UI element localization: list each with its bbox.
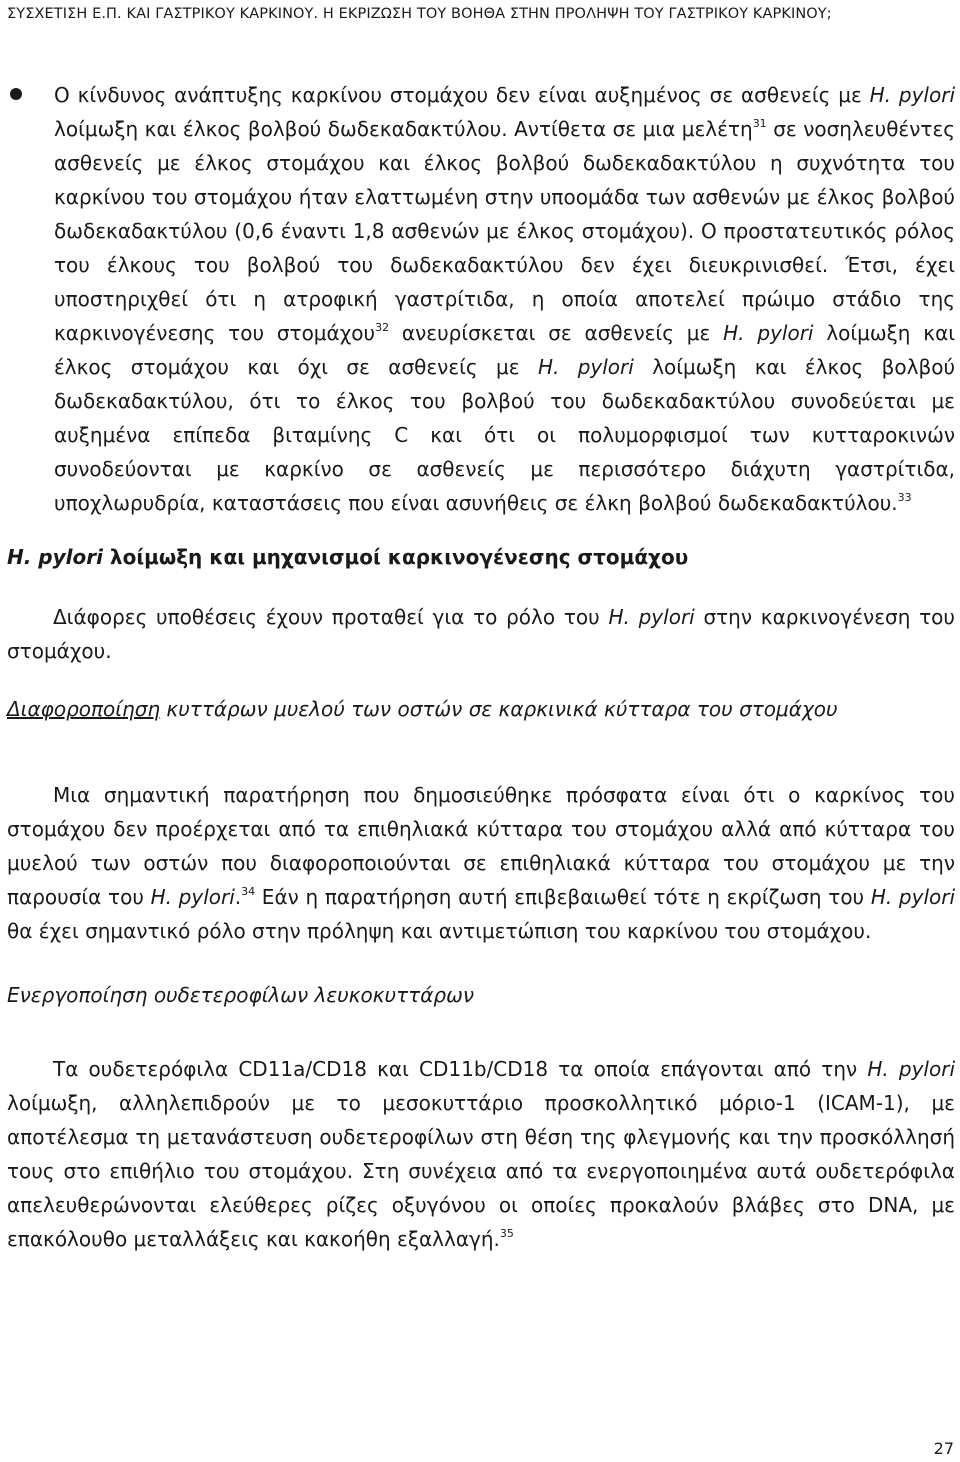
bullet-item [7, 78, 955, 520]
text-run: λοίμωξη και έλκος στομάχου και όχι σε ασθενείς με [54, 321, 956, 379]
bone-marrow-paragraph [7, 778, 955, 948]
text-run: Διάφορες υποθέσεις έχουν προταθεί για το ρόλο του [53, 605, 609, 629]
text-run: λοίμωξη και έλκος βολβού δωδεκαδακτύλου, ότι το έλκος του βολβού του δωδεκαδακτύλου συνοδεύεται με αυξημένα επίπεδα βιταμίνης C και ότι οι πολυμορφισμοί των κυτταροκινών συνοδεύονται με καρκίνο σε ασθενείς με περισσότερο διάχυτη γαστρίτιδα, υποχλωρυδρία, καταστάσεις που είναι ασυνήθεις σε έλκη βολβού δωδεκαδακτύλου. [54, 355, 956, 515]
heading-text: κυττάρων μυελού των οστών σε καρκινικά κύτταρα του στομάχου [160, 697, 838, 721]
text-run: λοίμωξη και έλκος βολβού δωδεκαδακτύλου. Αντίθετα σε μια μελέτη [54, 117, 753, 141]
running-header: ΣΥΣΧΕΤΙΣΗ Ε.Π. ΚΑΙ ΓΑΣΤΡΙΚΟΥ ΚΑΡΚΙΝΟΥ. Η ΕΚΡΙΖΩΣΗ ΤΟΥ ΒΟΗΘΑ ΣΤΗΝ ΠΡΟΛΗΨΗ ΤΟΥ ΓΑΣΤΡΙΚΟΥ ΚΑΡΚΙΝΟΥ; [7, 6, 832, 22]
reference-number: 33 [897, 491, 912, 504]
text-run: σε νοσηλευθέντες ασθενείς με έλκος στομάχου και έλκος βολβού δωδεκαδακτύλου η συχνότητα του καρκίνου του στομάχου ήταν ελαττωμένη στην υποομάδα των ασθενών με έλκος βολβού δωδεκαδακτύλου (0,6 έναντι 1,8 ασθενών με έλκος στομάχου). Ο προστατευτικός ρόλος του έλκους του βολβού του δωδεκαδακτύλου δεν έχει διευκρινισθεί. Έτσι, έχει υποστηριχθεί ότι η ατροφική γαστρίτιδα, η οποία αποτελεί πρώιμο στάδιο της καρκινογένεσης του στομάχου [54, 117, 956, 345]
species-name: Η. pylori [867, 1057, 956, 1081]
text-run: . [234, 885, 242, 909]
text-run: ανευρίσκεται σε ασθενείς με [389, 321, 724, 345]
species-name: Η. pylori [869, 83, 955, 107]
heading-text: λοίμωξη και μηχανισμοί καρκινογένεσης στομάχου [102, 545, 689, 569]
section-heading [7, 540, 955, 574]
text-run: στην καρκινογένεση του στομάχου. [7, 605, 955, 663]
text-run: θα έχει σημαντικό ρόλο στην πρόληψη και αντιμετώπιση του καρκίνου του στομάχου. [7, 919, 872, 943]
page-body [7, 78, 955, 1256]
text-run: Εάν η παρατήρηση αυτή επιβεβαιωθεί τότε η εκρίζωση του [255, 885, 871, 909]
reference-number: 31 [752, 117, 767, 130]
text-run: λοίμωξη, αλληλεπιδρούν με το μεσοκυττάριο προσκολλητικό μόριο-1 (ICAM-1), με αποτέλεσμα τη μετανάστευση ουδετεροφίλων στη θέση της φλεγμονής και την προσκόλλησή τους στο επιθήλιο του στομάχου. Στη συνέχεια από τα ενεργοποιημένα αυτά ουδετερόφιλα απελευθερώνονται ελεύθερες ρίζες οξυγόνου οι οποίες προκαλούν βλάβες στο DNA, με επακόλουθο μεταλλάξεις και κακοήθη εξαλλαγή. [7, 1091, 955, 1251]
reference-number: 35 [499, 1227, 514, 1240]
text-run: Ο κίνδυνος ανάπτυξης καρκίνου στομάχου δεν είναι αυξημένος σε ασθενείς με [54, 83, 870, 107]
reference-number: 32 [375, 321, 390, 334]
page-number: 27 [933, 1439, 954, 1458]
reference-number: 34 [241, 885, 256, 898]
section-intro-paragraph [7, 600, 955, 668]
subsection-heading-bone-marrow [7, 692, 955, 726]
text-run: Τα ουδετερόφιλα CD11a/CD18 και CD11b/CD18 τα οποία επάγονται από την [53, 1057, 868, 1081]
species-name: Η. pylori [150, 885, 235, 909]
species-name: Η. pylori [870, 885, 956, 909]
neutrophils-paragraph [7, 1052, 955, 1256]
species-name: Η. pylori [723, 321, 814, 345]
species-name: Η. pylori [537, 355, 634, 379]
text-run: Μια σημαντική παρατήρηση που δημοσιεύθηκε πρόσφατα είναι ότι ο καρκίνος του στομάχου δεν προέρχεται από τα επιθηλιακά κύτταρα του στομάχου αλλά από κύτταρα του μυελού των οστών που διαφοροποιούνται σε επιθηλιακά κύτταρα του στομάχου με την παρουσία του [7, 783, 955, 909]
heading-underlined-word: Διαφοροποίηση [7, 697, 161, 721]
bullet-list [7, 78, 955, 520]
species-name: Η. pylori [7, 545, 103, 569]
species-name: Η. pylori [608, 605, 695, 629]
subsection-heading-neutrophils: Ενεργοποίηση ουδετεροφίλων λευκοκυττάρων [7, 983, 475, 1007]
